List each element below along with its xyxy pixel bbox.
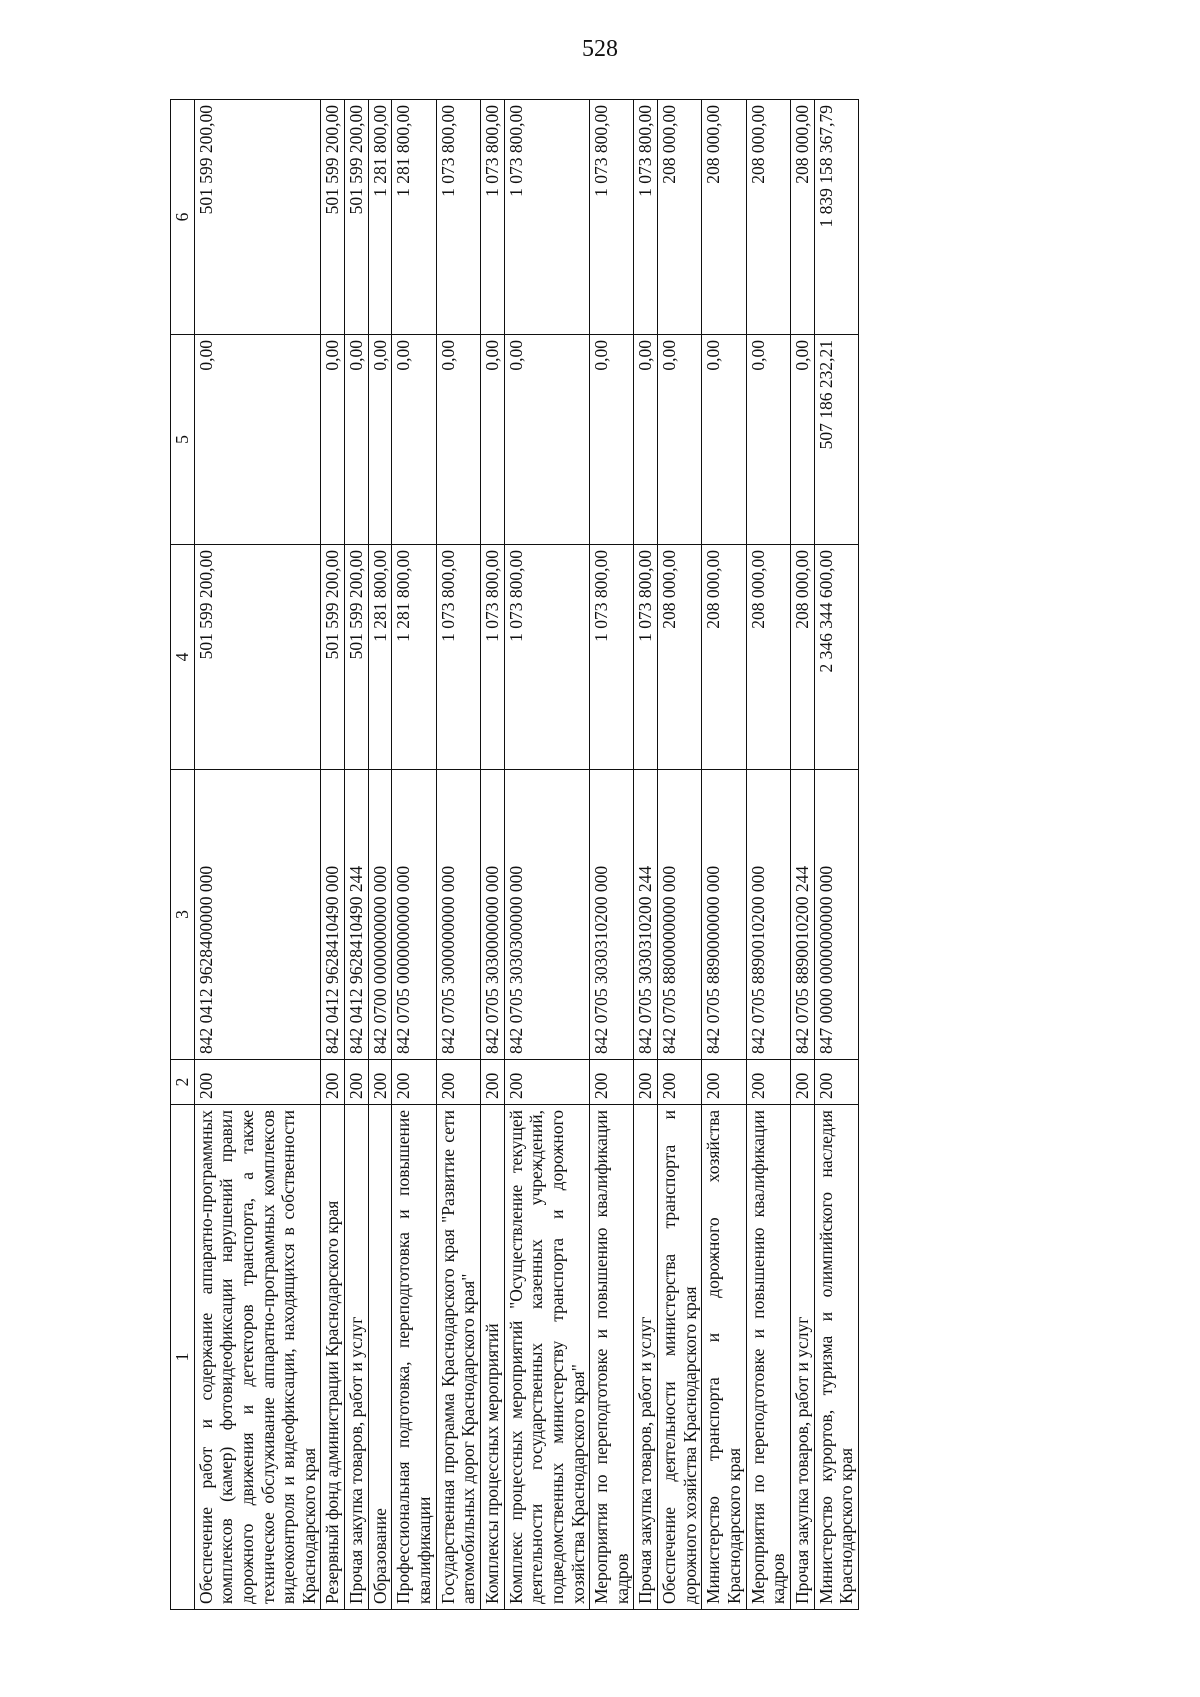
row-col4-cell: 1 073 800,00 xyxy=(590,545,634,770)
row-col2-cell: 200 xyxy=(194,1060,321,1105)
row-name-cell: Профессиональная подготовка, переподготовка и повышение квалификации xyxy=(392,1105,436,1610)
row-code-cell: 842 0705 3000000000 000 xyxy=(436,770,480,1060)
row-col5-cell: 0,00 xyxy=(368,335,392,545)
row-col2-cell: 200 xyxy=(634,1060,658,1105)
row-code-cell: 847 0000 0000000000 000 xyxy=(814,770,858,1060)
header-cell-2: 2 xyxy=(171,1060,195,1105)
row-code-cell: 842 0705 0000000000 000 xyxy=(392,770,436,1060)
row-code-cell: 842 0705 8890000000 000 xyxy=(702,770,746,1060)
row-code-cell: 842 0705 8890010200 000 xyxy=(746,770,790,1060)
row-col4-cell: 208 000,00 xyxy=(790,545,814,770)
row-col5-cell: 0,00 xyxy=(504,335,590,545)
row-col4-cell: 1 073 800,00 xyxy=(480,545,504,770)
row-name-cell: Прочая закупка товаров, работ и услуг xyxy=(345,1105,369,1610)
row-col6-cell: 208 000,00 xyxy=(702,100,746,335)
row-col4-cell: 208 000,00 xyxy=(702,545,746,770)
row-code-cell: 842 0412 9628400000 000 xyxy=(194,770,321,1060)
row-col2-cell: 200 xyxy=(345,1060,369,1105)
row-col4-cell: 1 073 800,00 xyxy=(634,545,658,770)
row-col5-cell: 0,00 xyxy=(702,335,746,545)
row-col4-cell: 1 281 800,00 xyxy=(368,545,392,770)
row-col5-cell: 0,00 xyxy=(658,335,702,545)
row-name-cell: Обеспечение работ и содержание аппаратно-программных комплексов (камер) фотовидеофиксации нарушений правил дорожного движения и детекторов транспорта, а также техническое обслуживание аппаратно-программных комплексов видеоконтроля и видеофиксации, находящихся в собственности Краснодарского края xyxy=(194,1105,321,1610)
row-col6-cell: 208 000,00 xyxy=(658,100,702,335)
table-row xyxy=(634,100,658,1610)
row-col2-cell: 200 xyxy=(814,1060,858,1105)
row-col2-cell: 200 xyxy=(746,1060,790,1105)
row-name-cell: Министерство транспорта и дорожного хозяйства Краснодарского края xyxy=(702,1105,746,1610)
table-body xyxy=(194,100,858,1610)
table-header-row xyxy=(171,100,195,1610)
row-col4-cell: 1 073 800,00 xyxy=(504,545,590,770)
row-code-cell: 842 0705 3030300000 000 xyxy=(504,770,590,1060)
row-name-cell: Комплексы процессных мероприятий xyxy=(480,1105,504,1610)
table-row xyxy=(368,100,392,1610)
row-col2-cell: 200 xyxy=(321,1060,345,1105)
row-col4-cell: 1 281 800,00 xyxy=(392,545,436,770)
row-col6-cell: 208 000,00 xyxy=(746,100,790,335)
row-name-cell: Прочая закупка товаров, работ и услуг xyxy=(790,1105,814,1610)
row-col5-cell: 0,00 xyxy=(436,335,480,545)
row-name-cell: Мероприятия по переподготовке и повышению квалификации кадров xyxy=(746,1105,790,1610)
row-col2-cell: 200 xyxy=(658,1060,702,1105)
row-col2-cell: 200 xyxy=(436,1060,480,1105)
row-code-cell: 842 0705 3030000000 000 xyxy=(480,770,504,1060)
table-row xyxy=(321,100,345,1610)
row-col6-cell: 208 000,00 xyxy=(790,100,814,335)
row-code-cell: 842 0700 0000000000 000 xyxy=(368,770,392,1060)
row-col2-cell: 200 xyxy=(590,1060,634,1105)
row-col2-cell: 200 xyxy=(368,1060,392,1105)
row-col4-cell: 208 000,00 xyxy=(746,545,790,770)
table-row xyxy=(746,100,790,1610)
table-row xyxy=(392,100,436,1610)
row-col5-cell: 0,00 xyxy=(634,335,658,545)
table-row xyxy=(480,100,504,1610)
header-cell-1: 1 xyxy=(171,1105,195,1610)
row-col4-cell: 501 599 200,00 xyxy=(321,545,345,770)
row-col2-cell: 200 xyxy=(392,1060,436,1105)
row-name-cell: Образование xyxy=(368,1105,392,1610)
header-cell-6: 6 xyxy=(171,100,195,335)
row-col5-cell: 0,00 xyxy=(480,335,504,545)
table-row xyxy=(590,100,634,1610)
row-col6-cell: 1 073 800,00 xyxy=(590,100,634,335)
budget-table xyxy=(170,99,859,1610)
row-name-cell: Прочая закупка товаров, работ и услуг xyxy=(634,1105,658,1610)
row-code-cell: 842 0705 8800000000 000 xyxy=(658,770,702,1060)
row-name-cell: Государственная программа Краснодарского края "Развитие сети автомобильных дорог Краснодарского края" xyxy=(436,1105,480,1610)
row-col5-cell: 507 186 232,21 xyxy=(814,335,858,545)
row-col2-cell: 200 xyxy=(790,1060,814,1105)
row-col6-cell: 501 599 200,00 xyxy=(345,100,369,335)
header-cell-3: 3 xyxy=(171,770,195,1060)
row-col6-cell: 1 839 158 367,79 xyxy=(814,100,858,335)
row-col2-cell: 200 xyxy=(504,1060,590,1105)
row-col5-cell: 0,00 xyxy=(746,335,790,545)
row-code-cell: 842 0705 3030310200 000 xyxy=(590,770,634,1060)
row-col5-cell: 0,00 xyxy=(590,335,634,545)
row-code-cell: 842 0412 9628410490 244 xyxy=(345,770,369,1060)
row-name-cell: Министерство курортов, туризма и олимпийского наследия Краснодарского края xyxy=(814,1105,858,1610)
table-row xyxy=(814,100,858,1610)
row-col6-cell: 1 073 800,00 xyxy=(480,100,504,335)
row-code-cell: 842 0705 8890010200 244 xyxy=(790,770,814,1060)
row-col6-cell: 1 281 800,00 xyxy=(368,100,392,335)
row-col5-cell: 0,00 xyxy=(345,335,369,545)
table-row xyxy=(194,100,321,1610)
table-row xyxy=(702,100,746,1610)
row-name-cell: Резервный фонд администрации Краснодарского края xyxy=(321,1105,345,1610)
row-col6-cell: 1 073 800,00 xyxy=(504,100,590,335)
header-cell-5: 5 xyxy=(171,335,195,545)
row-col4-cell: 1 073 800,00 xyxy=(436,545,480,770)
row-name-cell: Обеспечение деятельности министерства транспорта и дорожного хозяйства Краснодарского края xyxy=(658,1105,702,1610)
row-col5-cell: 0,00 xyxy=(194,335,321,545)
row-col6-cell: 1 073 800,00 xyxy=(634,100,658,335)
table-row xyxy=(790,100,814,1610)
budget-table-rotated xyxy=(170,100,1060,1610)
row-name-cell: Комплекс процессных мероприятий "Осуществление текущей деятельности государственных казенных учреждений, подведомственных министерству транспорта и дорожного хозяйства Краснодарского края" xyxy=(504,1105,590,1610)
row-col4-cell: 2 346 344 600,00 xyxy=(814,545,858,770)
row-col6-cell: 501 599 200,00 xyxy=(194,100,321,335)
table-row xyxy=(345,100,369,1610)
row-col6-cell: 501 599 200,00 xyxy=(321,100,345,335)
row-col2-cell: 200 xyxy=(480,1060,504,1105)
row-col2-cell: 200 xyxy=(702,1060,746,1105)
row-col4-cell: 208 000,00 xyxy=(658,545,702,770)
row-col6-cell: 1 073 800,00 xyxy=(436,100,480,335)
row-col5-cell: 0,00 xyxy=(790,335,814,545)
row-name-cell: Мероприятия по переподготовке и повышению квалификации кадров xyxy=(590,1105,634,1610)
row-col5-cell: 0,00 xyxy=(321,335,345,545)
header-cell-4: 4 xyxy=(171,545,195,770)
row-code-cell: 842 0412 9628410490 000 xyxy=(321,770,345,1060)
table-row xyxy=(658,100,702,1610)
row-col6-cell: 1 281 800,00 xyxy=(392,100,436,335)
table-row xyxy=(436,100,480,1610)
table-row xyxy=(504,100,590,1610)
row-code-cell: 842 0705 3030310200 244 xyxy=(634,770,658,1060)
row-col4-cell: 501 599 200,00 xyxy=(194,545,321,770)
row-col5-cell: 0,00 xyxy=(392,335,436,545)
row-col4-cell: 501 599 200,00 xyxy=(345,545,369,770)
page-number: 528 xyxy=(582,36,618,62)
